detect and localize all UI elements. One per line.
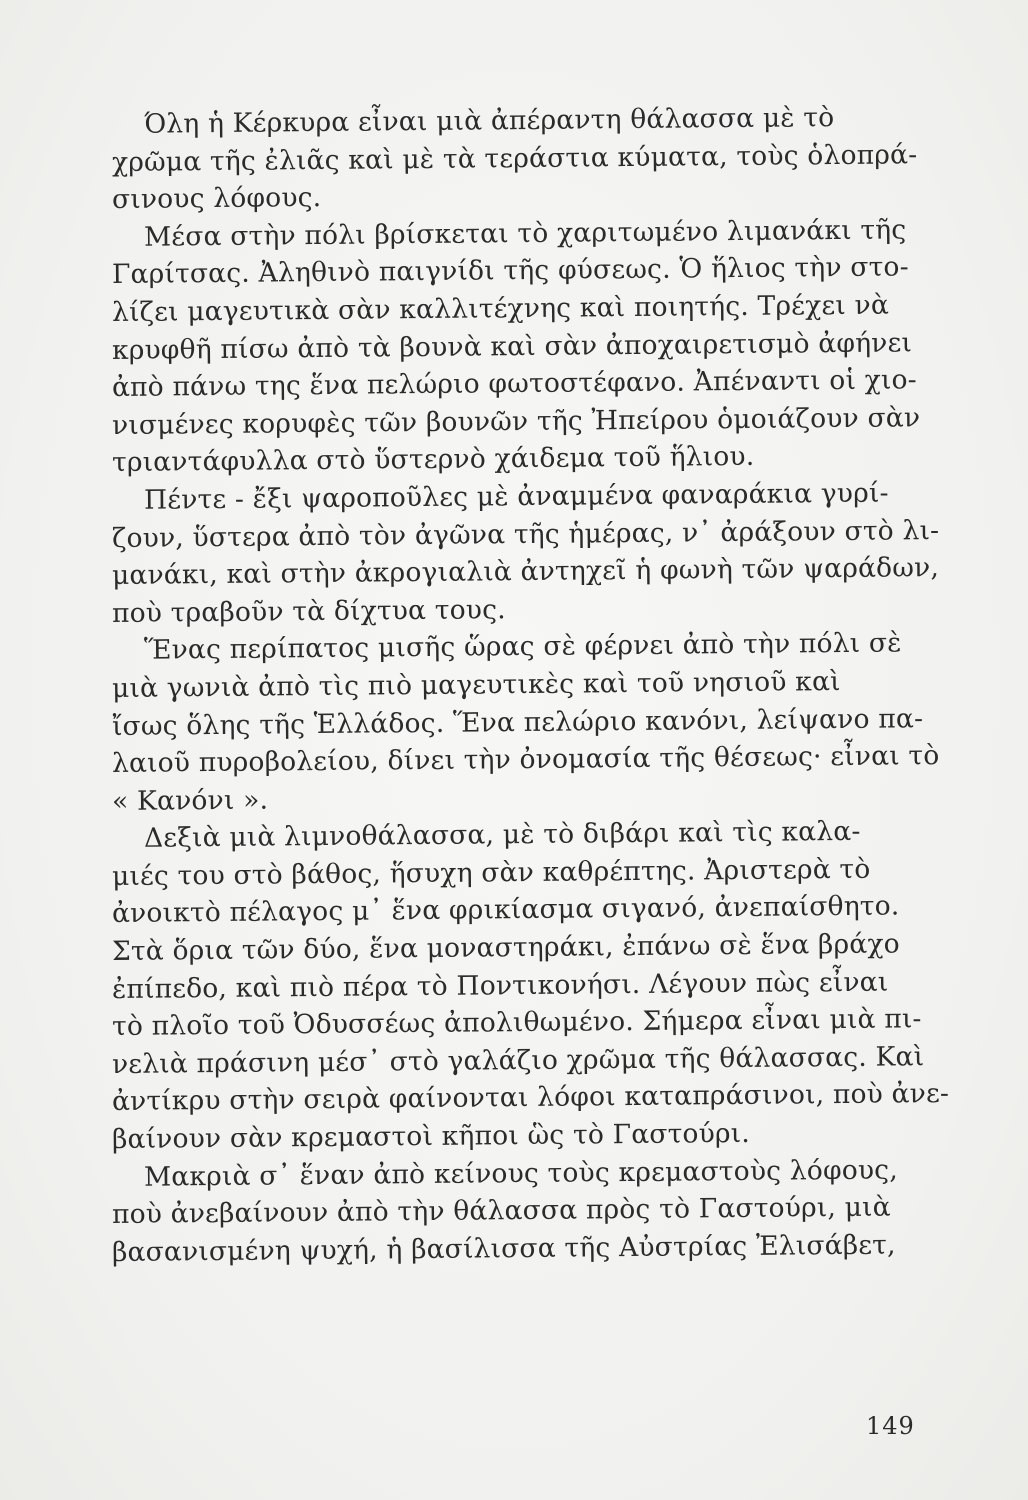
text-line: χρῶμα τῆς ἐλιᾶς καὶ μὲ τὰ τεράστια κύματα, τοὺς ὁλοπρά- [111,138,918,178]
text-line: λαιοῦ πυροβολείου, δίνει τὴν ὀνομασία τῆς θέσεως· εἶναι τὸ [111,740,940,780]
text-line: λίζει μαγευτικὰ σὰν καλλιτέχνης καὶ ποιητής. Τρέχει νὰ [111,289,890,328]
text-line: βασανισμένη ψυχή, ἡ βασίλισσα τῆς Αὐστρίας Ἐλισάβετ, [111,1229,896,1268]
text-line: Μακριὰ σ᾽ ἕναν ἀπὸ κείνους τοὺς κρεμαστοὺς λόφους, [143,1154,899,1193]
text-line: ἴσως ὅλης τῆς Ἑλλάδος. Ἕνα πελώριο κανόνι, λείψανο πα- [111,702,924,742]
text-line: βαίνουν σὰν κρεμαστοὶ κῆποι ὣς τὸ Γαστούρι. [111,1117,751,1156]
text-line: ποὺ τραβοῦν τὰ δίχτυα τους. [111,593,506,629]
page-text [111,102,950,1271]
text-line: μιές του στὸ βάθος, ἥσυχη σὰν καθρέπτης. Ἀριστερὰ τὸ [111,853,871,892]
text-line: ἐπίπεδο, καὶ πιὸ πέρα τὸ Ποντικονήσι. Λέγουν πὼς εἶναι [111,966,889,1005]
text-line: νισμένες κορυφὲς τῶν βουνῶν τῆς Ἠπείρου ὁμοιάζουν σὰν [111,401,921,441]
text-line: ἀνοικτὸ πέλαγος μ᾽ ἕνα φρικίασμα σιγανό, ἀνεπαίσθητο. [111,890,900,930]
text-line: Πέντε - ἔξι ψαροποῦλες μὲ ἀναμμένα φαναράκια γυρί- [143,477,889,516]
text-line: Γαρίτσας. Ἀληθινὸ παιγνίδι τῆς φύσεως. Ὁ ἥλιος τὴν στο- [111,251,909,291]
text-line: ἀπὸ πάνω της ἕνα πελώριο φωτοστέφανο. Ἀπέναντι οἱ χιο- [111,364,918,404]
text-line: « Κανόνι ». [111,784,269,817]
text-line: τὸ πλοῖο τοῦ Ὀδυσσέως ἀπολιθωμένο. Σήμερα εἶναι μιὰ πι- [111,1003,922,1043]
text-line: κρυφθῆ πίσω ἀπὸ τὰ βουνὰ καὶ σὰν ἀποχαιρετισμὸ ἀφήνει [111,326,913,366]
text-line: ποὺ ἀνεβαίνουν ἀπὸ τὴν θάλασσα πρὸς τὸ Γαστούρι, μιὰ [111,1191,891,1231]
page-number: 149 [866,1412,915,1440]
text-line: Ἕνας περίπατος μισῆς ὥρας σὲ φέρνει ἀπὸ τὴν πόλι σὲ [143,627,902,667]
text-line: νελιὰ πράσινη μέσ᾽ στὸ γαλάζιο χρῶμα τῆς θάλασσας. Καὶ [111,1041,925,1080]
text-line: σινους λόφους. [111,182,322,216]
text-line: ἀντίκρυ στὴν σειρὰ φαίνονται λόφοι καταπράσινοι, ποὺ ἀνε- [111,1078,950,1118]
text-line: Μέσα στὴν πόλι βρίσκεται τὸ χαριτωμένο λιμανάκι τῆς [143,214,907,253]
text-line: Στὰ ὅρια τῶν δύο, ἕνα μοναστηράκι, ἐπάνω σὲ ἕνα βράχο [111,928,900,968]
text-line: μανάκι, καὶ στὴν ἀκρογιαλιὰ ἀντηχεῖ ἡ φωνὴ τῶν ψαράδων, [111,552,940,592]
text-line: τριαντάφυλλα στὸ ὕστερνὸ χάιδεμα τοῦ ἥλιου. [111,441,755,479]
text-line: ζουν, ὕστερα ἀπὸ τὸν ἀγῶνα τῆς ἡμέρας, ν᾽ ἀράξουν στὸ λι- [111,514,940,554]
text-line: Δεξιὰ μιὰ λιμνοθάλασσα, μὲ τὸ διβάρι καὶ τὶς καλα- [143,816,861,854]
text-line: Όλη ἡ Κέρκυρα εἶναι μιὰ ἀπέραντη θάλασσα μὲ τὸ [143,102,835,140]
text-line: μιὰ γωνιὰ ἀπὸ τὶς πιὸ μαγευτικὲς καὶ τοῦ νησιοῦ καὶ [111,665,841,704]
